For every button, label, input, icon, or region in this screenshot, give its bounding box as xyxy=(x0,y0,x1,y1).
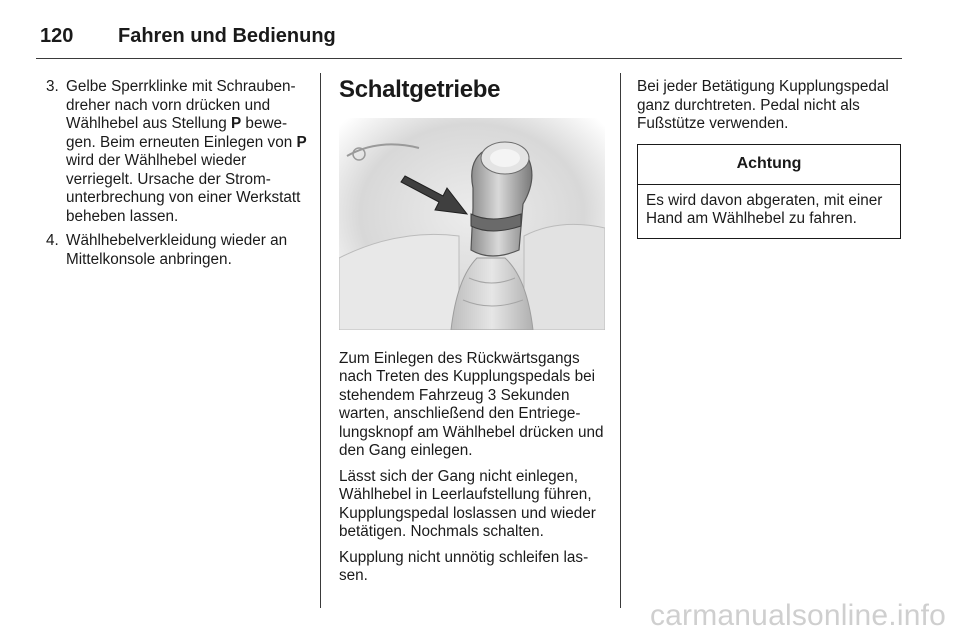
step-text: Gelbe Sperrklinke mit Schraubendreher nach vorn drücken und Wählhebel aus Stellung P bewegen. Beim erneuten Einlegen von P wird der Wählhebel wieder verriegelt. Ursache der Stromunterbrechung von einer Werkstatt beheben lassen. xyxy=(66,78,307,225)
page-title: Fahren und Bedienung xyxy=(118,25,336,47)
paragraph: Kupplung nicht unnötig schleifen lassen. xyxy=(339,548,589,584)
section-title: Schaltgetriebe xyxy=(339,76,501,103)
column-3 xyxy=(637,78,903,239)
list-item xyxy=(46,232,308,269)
gear-lever-illustration xyxy=(339,118,605,330)
warning-text: Es wird davon abgeraten, mit einer Hand am Wählhebel zu fahren. xyxy=(646,191,883,227)
column-divider xyxy=(620,73,621,608)
column-1 xyxy=(46,78,308,275)
step-text: Wählhebelverkleidung wieder an Mittelkonsole anbringen. xyxy=(66,232,288,268)
step-number: 3. xyxy=(46,78,59,95)
column-divider xyxy=(320,73,321,608)
list-item xyxy=(46,78,308,226)
step-number: 4. xyxy=(46,232,59,249)
page-number: 120 xyxy=(40,25,74,47)
warning-box xyxy=(637,144,901,239)
paragraph: Lässt sich der Gang nicht einlegen, Wählhebel in Leerlaufstellung führen, Kupplungspedal loslassen und wieder betätigen. Nochmals schalten. xyxy=(339,467,596,540)
watermark: carmanualsonline.info xyxy=(649,599,946,632)
warning-title: Achtung xyxy=(638,145,900,185)
page-header xyxy=(36,18,902,59)
paragraph: Bei jeder Betätigung Kupplungspedal ganz durchtreten. Pedal nicht als Fußstütze verwenden. xyxy=(637,78,889,132)
column-2 xyxy=(339,76,605,593)
paragraph: Zum Einlegen des Rückwärtsgangs nach Treten des Kupplungspedals bei stehendem Fahrzeug 3 Sekunden warten, anschließend den Entriegelungsknopf am Wählhebel drücken und den Gang einlegen. xyxy=(339,349,604,459)
